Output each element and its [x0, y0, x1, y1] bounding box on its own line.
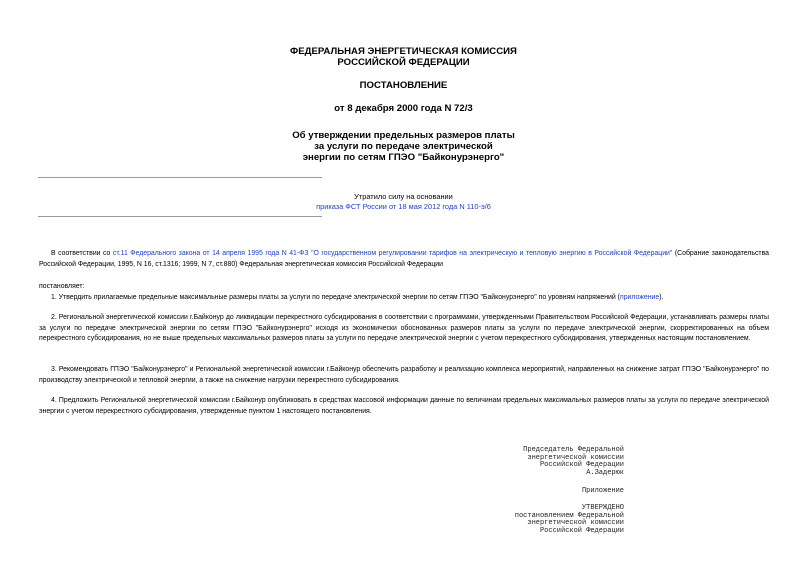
divider-bottom: [38, 216, 322, 217]
divider-top: [38, 177, 322, 178]
approved-line2: постановлением Федеральной: [514, 511, 624, 520]
federal-law-link[interactable]: ст.11 Федерального закона от 14 апреля 1995 года N 41-ФЗ "О государственном регулировании тарифов на электрическую и тепловую энергию в Российской Федерации": [112, 250, 673, 257]
org-name-line2: РОССИЙСКОЙ ФЕДЕРАЦИИ: [337, 57, 470, 68]
signature-name: А.Задерюк: [586, 468, 624, 477]
approved-line3: энергетической комиссии: [527, 519, 624, 528]
title-line3: энергии по сетям ГПЭО "Байконурэнерго": [302, 152, 505, 163]
approval-block: [515, 505, 624, 535]
doc-date: от 8 декабря 2000 года N 72/3: [334, 103, 473, 114]
signature-block: [523, 447, 624, 477]
item-1-text: 1. Утвердить прилагаемые предельные максимальные размеры платы за услуги по передаче электрической энергии по сетям ГПЭО "Байконурэнерго" по уровням напряжений (: [51, 294, 620, 301]
status-note: Утратило силу на основании: [354, 192, 453, 201]
item-1-end: ).: [659, 294, 664, 301]
repeal-order-link[interactable]: приказа ФСТ России от 18 мая 2012 года N 110-э/6: [316, 202, 491, 211]
item-3-text: 3. Рекомендовать ГПЭО "Байконурэнерго" и Региональной энергетической комиссии г.Байконур обеспечить разработку и реализацию комплекса мероприятий, направленных на снижение затрат ГПЭО "Байконурэнерго" по производству электрической и тепловой энергии, а также на снижение нагрузки перекрестного субсидирования.: [39, 366, 769, 384]
signature-line3: Российской Федерации: [539, 461, 624, 470]
approved-line4: Российской Федерации: [539, 526, 624, 535]
signature-line1: Председатель Федеральной: [523, 446, 624, 454]
item-4: [39, 396, 769, 417]
title-line1: Об утверждении предельных размеров платы: [292, 130, 515, 141]
preamble-text-before: В соответствии со: [51, 250, 113, 257]
item-1: [39, 293, 769, 304]
appendix-label: Приложение: [581, 487, 624, 495]
item-2-text: 2. Региональной энергетической комиссии г.Байконур до ликвидации перекрестного субсидирования в соответствии с программами, утвержденными Правительством Российской Федерации, устанавливать размеры платы за услуги по передаче электрической энергии по сетям ГПЭО "Байконурэнерго" исходя из экономически обоснованных размеров платы за услуги по передаче электрической энергии, скорректированных на объем перекрестного субсидирования, но не выше предельных максимальных размеров платы за услуги по передаче электрической энергии с учетом перекрестного субсидирования, утвержденных настоящим постановлением.: [39, 314, 769, 343]
appendix-link[interactable]: приложение: [619, 294, 660, 301]
preamble-paragraph: [39, 249, 769, 270]
decides-label: постановляет:: [39, 283, 85, 290]
item-4-text: 4. Предложить Региональной энергетической комиссии г.Байконур опубликовать в средствах массовой информации данные по величинам предельных максимальных размеров платы за услуги по передаче электрической энергии с учетом перекрестного субсидирования, утвержденные пунктом 1 настоящего постановления.: [39, 397, 769, 415]
preamble-text-after: (Собрание законодательства Российской Федерации, 1995, N 16, ст.1316; 1999, N 7, ст.880) Федеральная энергетическая комиссия Российской Федерации: [39, 250, 769, 268]
title-line2: за услуги по передаче электрической: [314, 141, 493, 152]
item-2: [39, 313, 769, 345]
org-name-line1: ФЕДЕРАЛЬНАЯ ЭНЕРГЕТИЧЕСКАЯ КОМИССИЯ: [290, 46, 517, 57]
doc-type: ПОСТАНОВЛЕНИЕ: [359, 80, 448, 91]
signature-line2: энергетической комиссии: [527, 453, 624, 462]
item-3: [39, 365, 769, 386]
approved-label: УТВЕРЖДЕНО: [581, 504, 624, 512]
